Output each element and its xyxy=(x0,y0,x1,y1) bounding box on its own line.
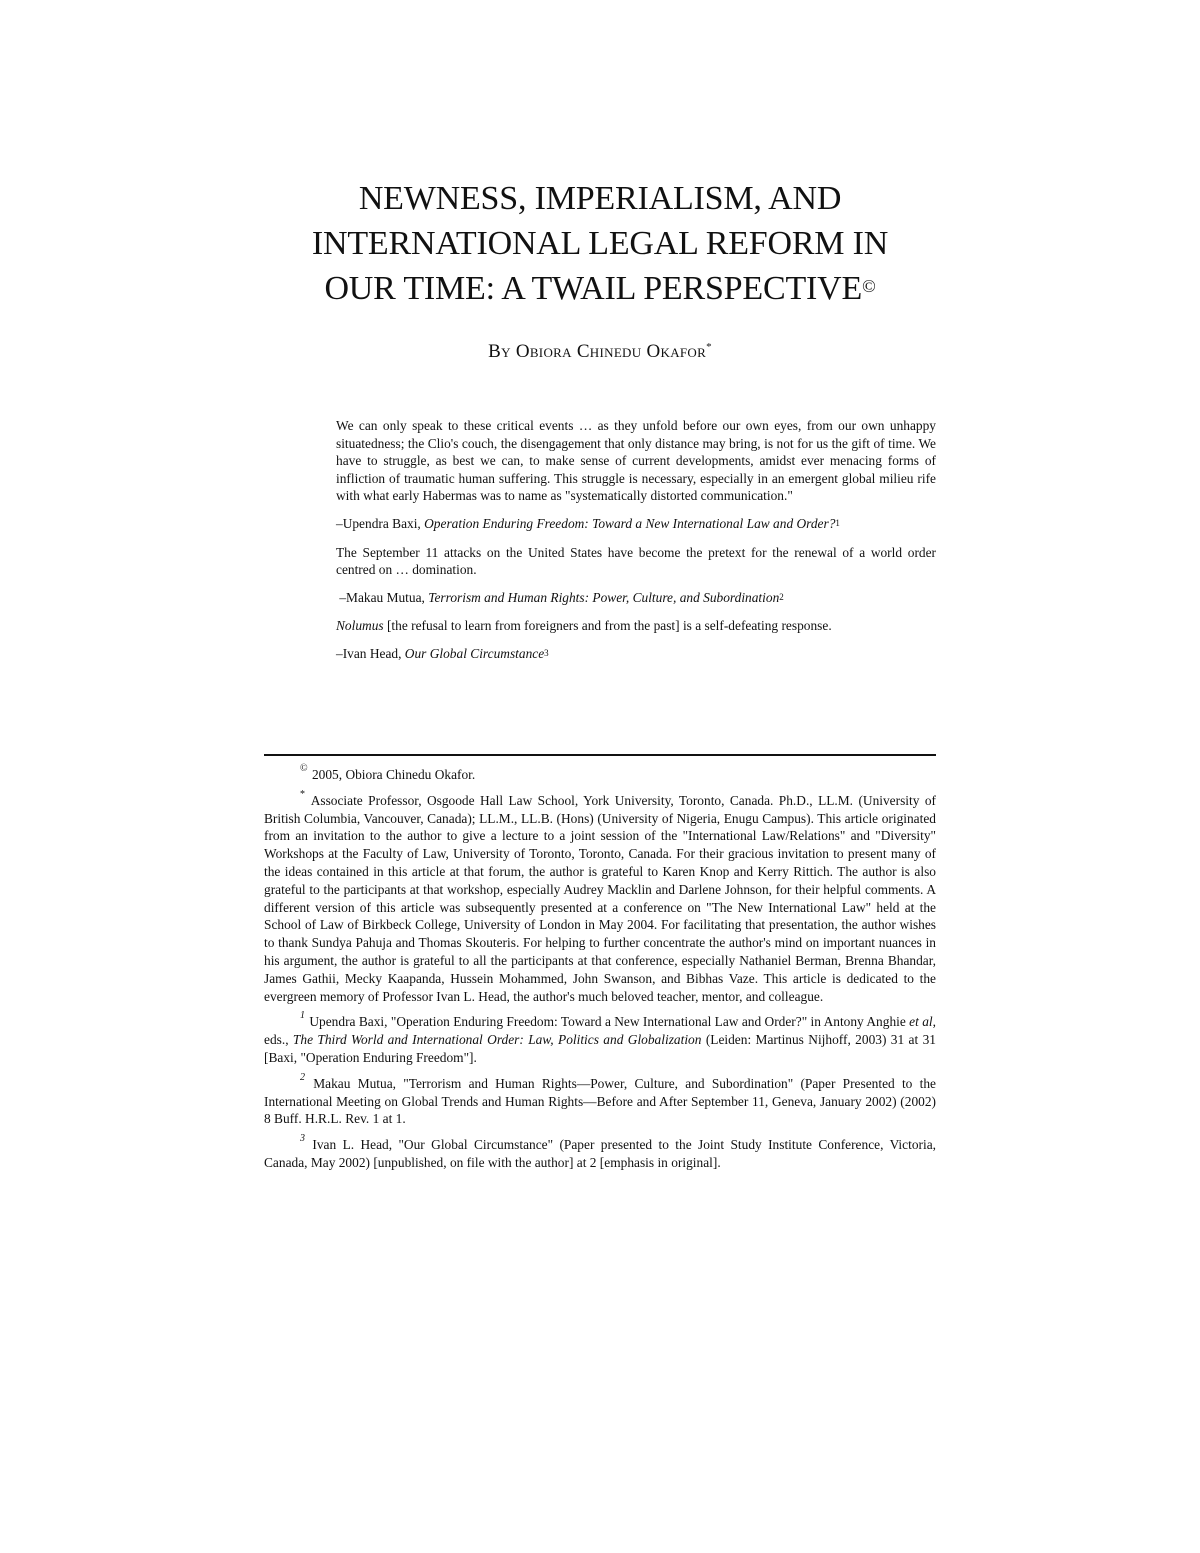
citation-italic: et al xyxy=(909,1014,933,1030)
footnote xyxy=(264,1071,936,1128)
footnote-text: 2005, Obiora Chinedu Okafor. xyxy=(311,767,476,782)
footnote-mark: 3 xyxy=(300,1133,305,1145)
footnote xyxy=(264,788,937,1006)
citation-text: (Leiden: Martinus Nijhoff, 2003) 31 at 31 [Baxi, "Operation Enduring Freedom"]. xyxy=(264,1032,936,1065)
attribution-title: Terrorism and Human Rights: Power, Culture, and Subordination xyxy=(428,589,780,605)
epigraphs xyxy=(336,417,936,674)
author-name: By Obiora Chinedu Okafor xyxy=(488,341,707,362)
citation-text: , eds., xyxy=(264,1014,936,1048)
epigraph-quote: We can only speak to these critical events … as they unfold before our own eyes, from our own unhappy situatedness; the Clio's couch, the disengagement that only distance may bring, is not for us the gift of time. We have to struggle, as best we can, to make sense of current developments, amidst ever menacing forms of infliction of traumatic human suffering. This struggle is necessary, especially in an emergent global milieu rife with what early Habermas was to name as "systematically distorted communication." xyxy=(336,418,936,504)
epigraph-attribution xyxy=(336,645,936,663)
attribution-author: –Upendra Baxi, xyxy=(336,515,425,531)
footnote-mark: * xyxy=(300,788,305,800)
citation-book-title: The Third World and International Order: Law, Politics and Globalization xyxy=(292,1032,702,1048)
footnote-text: Makau Mutua, "Terrorism and Human Rights—Power, Culture, and Subordination" (Paper Presented to the International Meeting on Global Trends and Human Rights—Before and After September 11, Geneva, January 2002) (2002) 8 Buff. H.R.L. Rev. 1 at 1. xyxy=(264,1075,936,1127)
epigraph-attribution xyxy=(336,515,936,533)
epigraph-attribution xyxy=(336,589,936,607)
footnote-text xyxy=(264,1014,936,1065)
footnote-ref[interactable]: 2 xyxy=(779,591,784,602)
epigraph-quote: The September 11 attacks on the United States have become the pretext for the renewal of a world order centred on … domination. xyxy=(336,544,936,578)
title-line: INTERNATIONAL LEGAL REFORM IN xyxy=(311,225,889,262)
citation-text: Upendra Baxi, "Operation Enduring Freedom: Toward a New International Law and Order?" in Antony Anghie xyxy=(309,1014,910,1030)
footnote-ref[interactable]: 3 xyxy=(544,647,549,658)
footnote-text: Associate Professor, Osgoode Hall Law School, York University, Toronto, Canada. Ph.D., LL.M. (University of British Columbia, Vancouver, Canada); LL.M., LL.B. (Hons) (University of Nigeria, Enugu Campus). This article originated from an invitation to the author to give a lecture to a joint session of the "International Law/Relations" and "Diversity" Workshops at the Faculty of Law, University of Toronto, Toronto, Canada. For their gracious invitation to present many of the ideas contained in this article at that forum, the author is grateful to Karen Knop and Kerry Rittich. The author is also grateful to the participants at that workshop, especially Audrey Macklin and Darlene Johnson, for their helpful comments. A different version of this article was subsequently presented at a conference on "The New International Law" held at the School of Law of Birkbeck College, University of London in May 2004. For facilitating that presentation, the author wishes to thank Sundya Pahuja and Thomas Skouteris. For helping to further concentrate the author's mind on important nuances in his argument, the author is grateful to all the participants at that conference, especially Nathaniel Berman, Brenna Bhandar, James Gathii, Mecky Kaapanda, Hussein Mohammed, John Swanson, and Bibhas Vaze. This article is dedicated to the evergreen memory of Professor Ivan L. Head, the author's much beloved teacher, mentor, and colleague. xyxy=(264,792,937,1004)
footnote-mark: 1 xyxy=(300,1010,305,1022)
attribution-author: –Makau Mutua, xyxy=(336,589,429,605)
footnote-mark: © xyxy=(300,763,308,774)
article-title xyxy=(200,176,1000,311)
copyright-mark: © xyxy=(862,276,876,296)
author-byline xyxy=(200,341,1000,363)
footnotes xyxy=(264,763,937,1180)
footnote-text: Ivan L. Head, "Our Global Circumstance" (Paper presented to the Joint Study Institute Conference, Victoria, Canada, May 2002) [unpublished, on file with the author] at 2 [emphasis in original]. xyxy=(264,1137,936,1170)
attribution-title: Our Global Circumstance xyxy=(404,645,545,661)
footnote xyxy=(264,1133,936,1172)
author-note-mark: * xyxy=(706,341,712,353)
footnote-separator xyxy=(264,754,936,756)
footnote-mark: 2 xyxy=(300,1071,305,1083)
title-line-text: OUR TIME: A TWAIL PERSPECTIVE xyxy=(324,270,863,307)
latin-term: Nolumus xyxy=(336,618,384,634)
title-line: NEWNESS, IMPERIALISM, AND xyxy=(358,180,842,217)
quote-text: [the refusal to learn from foreigners and from the past] is a self-defeating response. xyxy=(383,618,832,634)
footnote xyxy=(264,763,936,784)
footnote xyxy=(264,1010,936,1066)
epigraph-quote xyxy=(336,617,936,635)
footnote-ref[interactable]: 1 xyxy=(835,517,840,528)
attribution-title: Operation Enduring Freedom: Toward a New International Law and Order? xyxy=(424,515,836,531)
title-line xyxy=(200,266,1000,311)
attribution-author: –Ivan Head, xyxy=(336,645,405,661)
